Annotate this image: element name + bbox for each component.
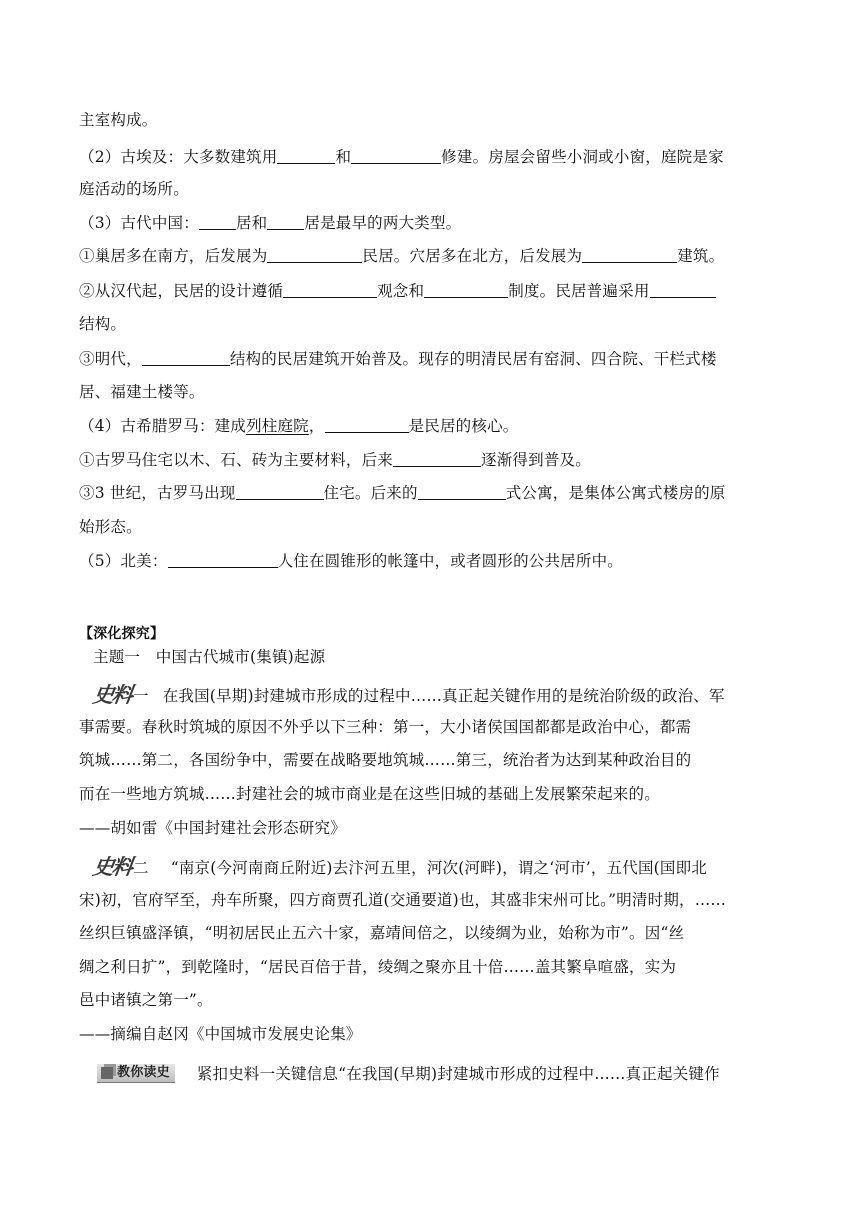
text-line (79, 313, 782, 335)
section-heading (79, 622, 782, 645)
text: 逐渐得到普及。 (481, 451, 591, 469)
citation-text: ——胡如雷《中国封建社会形态研究》 (79, 819, 346, 837)
text: ③明代， (79, 350, 142, 368)
text: 民居。穴居多在北方，后发展为 (362, 247, 583, 265)
text: 住宅。后来的 (323, 484, 418, 502)
text: 筑城……第二，各国纷争中，需要在战略要地筑城……第三，统治者为达到某种政治目的 (79, 751, 692, 769)
text: 主室构成。 (79, 111, 158, 129)
text: 人住在圆锥形的帐篷中，或者圆形的公共居所中。 (277, 552, 623, 570)
source-2-line (79, 989, 782, 1011)
text: 居是最早的两大类型。 (304, 214, 462, 232)
text-line (79, 178, 782, 200)
text-line (79, 146, 782, 168)
fill-blank[interactable] (199, 213, 236, 230)
text: 在我国(早期)封建城市形成的过程中……真正起关键作用的是统治阶级的政治、军 (162, 687, 725, 705)
fill-blank[interactable] (582, 246, 677, 263)
underlined-term: 列柱庭院 (246, 417, 309, 435)
text: 建筑。 (677, 247, 725, 265)
text: 制度。民居普遍采用 (508, 282, 650, 300)
text: （3）古代中国： (79, 214, 199, 232)
guide-text: 紧扣史料一关键信息“在我国(早期)封建城市形成的过程中……真正起关键作 (196, 1065, 720, 1083)
fill-blank[interactable] (168, 551, 278, 568)
text: 居和 (235, 214, 268, 232)
text: 庭活动的场所。 (79, 180, 189, 198)
source-1-line (79, 716, 782, 738)
text: ， (308, 417, 325, 435)
text: （5）北美： (79, 552, 168, 570)
text: 结构。 (79, 315, 127, 333)
text: （4）古希腊罗马：建成 (79, 417, 247, 435)
text-line (79, 516, 782, 538)
text: （2）古埃及：大多数建筑用 (79, 148, 278, 166)
source-1-line (79, 749, 782, 771)
fill-blank[interactable] (393, 450, 481, 467)
source-2-line (79, 889, 782, 911)
source-1-line (79, 783, 782, 805)
text: 是民居的核心。 (408, 417, 519, 435)
citation-text: ——摘编自赵冈《中国城市发展史论集》 (79, 1025, 362, 1043)
fill-blank[interactable] (650, 281, 716, 298)
text-line (79, 280, 782, 302)
text: ②从汉代起，民居的设计遵循 (79, 282, 284, 300)
fill-blank[interactable] (142, 349, 230, 366)
text: 事需要。春秋时筑城的原因不外乎以下三种：第一，大小诸侯国国都都是政治中心，都需 (79, 718, 692, 736)
source-number: 一 (133, 687, 149, 705)
fill-blank[interactable] (267, 213, 304, 230)
source-number: 二 (133, 859, 149, 877)
text: ①古罗马住宅以木、石、砖为主要材料，后来 (79, 451, 394, 469)
text-line (79, 212, 782, 234)
fill-blank[interactable] (424, 281, 508, 298)
text: 邑中诸镇之第一”。 (79, 991, 213, 1009)
text-line (79, 381, 782, 403)
text: 居、福建土楼等。 (79, 383, 205, 401)
source-2-line (79, 956, 782, 978)
fill-blank[interactable] (418, 483, 506, 500)
text: ①巢居多在南方，后发展为 (79, 247, 268, 265)
text-line (79, 109, 782, 131)
source-badge-icon: 史料 (91, 854, 133, 879)
source-1-line (93, 684, 782, 707)
fill-blank[interactable] (277, 147, 335, 164)
text: 而在一些地方筑城……封建社会的城市商业是在这些旧城的基础上发展繁荣起来的。 (79, 785, 660, 803)
text: 丝织巨镇盛泽镇，“明初居民止五六十家，嘉靖间倍之，以绫绸为业，始称为市”。因“丝 (79, 924, 685, 942)
text: “南京(今河南商丘附近)去汴河五里，河次(河畔)，谓之‘河市’，五代国(国即北 (170, 859, 708, 877)
text: 绸之利日扩”，到乾隆时，“居民百倍于昔，绫绸之聚亦且十倍……盖其繁阜喧盛，实为 (79, 958, 677, 976)
badge-text: 教你读史 (117, 1065, 170, 1080)
text: 宋)初，官府罕至，舟车所聚，四方商贾孔道(交通要道)也，其盛非宋州可比。”明清时期，…… (79, 891, 727, 909)
source-2-line (79, 922, 782, 944)
book-icon (101, 1067, 113, 1079)
fill-blank[interactable] (325, 416, 409, 433)
citation (79, 817, 782, 839)
text: 修建。房屋会留些小洞或小窗，庭院是家 (441, 148, 724, 166)
source-badge-icon: 史料 (91, 682, 133, 707)
text-line (79, 415, 782, 437)
fill-blank[interactable] (236, 483, 324, 500)
text: 始形态。 (79, 518, 142, 536)
text: ③3 世纪，古罗马出现 (79, 484, 236, 502)
reading-guide-badge (97, 1064, 175, 1083)
text: 式公寓，是集体公寓式楼房的原 (505, 484, 726, 502)
text: 和 (335, 148, 352, 166)
text: 观念和 (377, 282, 425, 300)
source-2-line (93, 856, 782, 879)
topic-text: 主题一 中国古代城市(集镇)起源 (93, 648, 326, 666)
heading-text: 【深化探究】 (79, 626, 165, 642)
fill-blank[interactable] (283, 281, 377, 298)
fill-blank[interactable] (267, 246, 362, 263)
text: 结构的民居建筑开始普及。现存的明清民居有窑洞、四合院、干栏式楼 (229, 350, 717, 368)
text-line (79, 550, 782, 572)
topic-title (93, 646, 782, 668)
fill-blank[interactable] (351, 147, 441, 164)
citation (79, 1023, 782, 1045)
text-line (79, 449, 782, 471)
text-line (79, 348, 782, 370)
reading-guide (97, 1063, 782, 1085)
text-line (79, 245, 782, 267)
text-line (79, 482, 782, 504)
